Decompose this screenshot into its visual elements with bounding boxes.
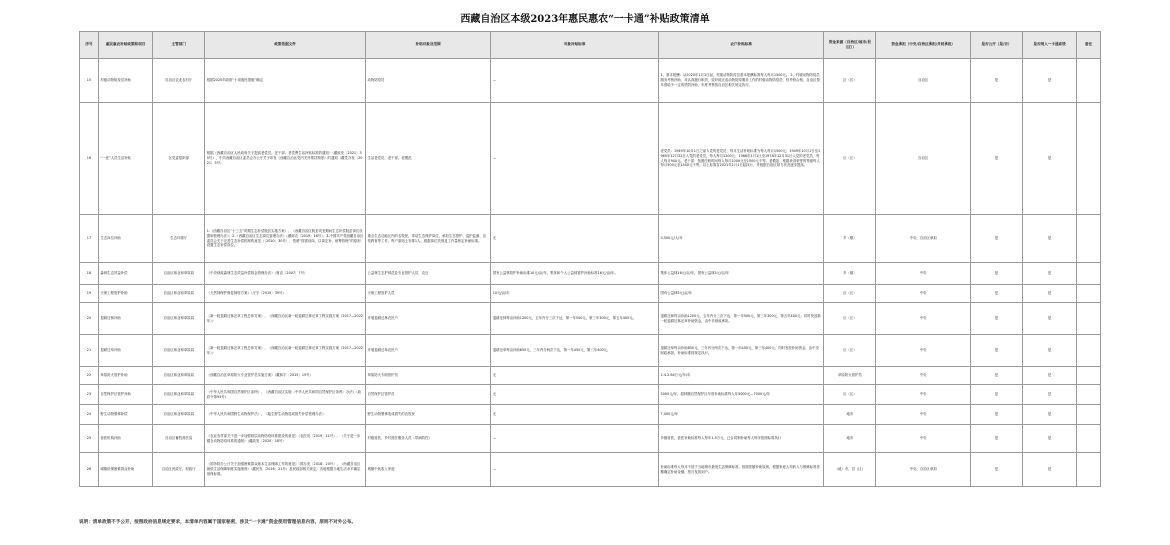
table-cell-basis: 根据《西藏自治区人民政府关于提高老党员、老干部、老党费生活补贴标准的通知》（藏政发〔2021〕30号），中共西藏自治区委员会办公厅关于印发《西藏自治区党内关怀帮扶制度》的通知（藏党办发〔2021〕5号） — [205, 103, 366, 215]
table-cell-public: 是 — [970, 367, 1022, 385]
table-cell-card: 是 — [1022, 335, 1076, 367]
table-row — [80, 103, 1101, 215]
table-cell-obj-std: — — [491, 425, 659, 453]
table-cell-no: 26 — [80, 453, 99, 487]
table-cell-std: 5000元/年，超林额自然保护区年度补助标准每人年5000元—7000元/年 — [658, 385, 823, 405]
table-cell-no: 25 — [80, 425, 99, 453]
table-cell-public: 是 — [970, 263, 1022, 285]
table-cell-bear: 中央 — [876, 385, 971, 405]
table-cell-obj-std: 退耕还草每亩补助850元，三年内分两次下达，第一年450元，第三年400元。 — [491, 335, 659, 367]
table-cell-basis: 1.《西藏自治区“十三五”时期生态补偿脱贫实施方案》、《西藏自治区脱贫攻坚期间生态补偿脱贫岗位设置和管理办法》；2.《西藏自治区生态岗位管理办法》（藏财农〔2019〕16号）；3.中国共产党西藏自治区委员会关于完善生态补偿机制的意见（〔2020〕30号），按照“按需设岗、以岗定补、统筹管理”的原则设置生态补偿岗位。 — [205, 215, 366, 263]
table-cell-no: 22 — [80, 367, 99, 385]
table-cell-obj-std: 退耕还林每亩补助1200元，五年内分三次下达，第一年500元，第三年300元，第五年400元。 — [491, 303, 659, 335]
page-title: 西藏自治区本级2023年惠民惠农“一卡通”补贴政策清单 — [460, 14, 710, 25]
table-cell-basis: 《天然林保护修复制度方案》（厅字〔2019〕39号） — [205, 285, 366, 303]
table-cell-bear: 中央 — [876, 425, 971, 453]
table-cell-std: 退耕还草每亩补助850元，三年内分两次下达，第一年450元、第三年400元；同时发放补助资金，由中央财政承担，补助标准按规定执行。 — [658, 335, 823, 367]
table-cell-std: 7,000元/年 — [658, 405, 823, 425]
table-cell-basis: 根据2020年政府“十项惠民措施”确定 — [205, 59, 366, 103]
table-cell-dept: 自治区民政厅、财政厅 — [153, 453, 205, 487]
table-cell-card: 是 — [1022, 405, 1076, 425]
table-cell-basis: 《新一轮退耕还林还草工程总体方案》、《西藏自治区新一轮退耕还林还草工程实施方案（2017—2022年）》 — [205, 303, 366, 335]
table-cell-item: 生态岗位补助 — [98, 215, 152, 263]
table-cell-target: 动物防疫员 — [365, 59, 490, 103]
policy-table — [79, 31, 1101, 487]
table-cell-fund: 区（区） — [824, 59, 876, 103]
table-cell-fund: （地）市，县（区） — [824, 453, 876, 487]
table-row — [80, 425, 1101, 453]
table-cell-item: 森林生态效益补偿 — [98, 263, 152, 285]
table-cell-obj-std: 无 — [491, 367, 659, 385]
table-cell-public: 是 — [970, 335, 1022, 367]
table-cell-item: 自然保护区管护补助 — [98, 385, 152, 405]
table-cell-remark — [1077, 303, 1101, 335]
table-cell-item: 草原防火管护补助 — [98, 367, 152, 385]
header-cell: 是否纳入一卡通系统 — [1022, 32, 1076, 59]
table-cell-dept: 自治区农业农村厅 — [153, 59, 205, 103]
table-cell-remark — [1077, 59, 1101, 103]
table-body — [80, 59, 1101, 487]
table-cell-remark — [1077, 405, 1101, 425]
table-cell-item: 野生动物肇事补偿 — [98, 405, 152, 425]
table-cell-no: 17 — [80, 215, 99, 263]
table-cell-bear: 中央 — [876, 405, 971, 425]
header-cell: 政策依据文件 — [205, 32, 366, 59]
header-cell: 资金承担（中央/自治区承担/共同承担） — [876, 32, 971, 59]
table-cell-public: 是 — [970, 425, 1022, 453]
table-cell-target: 野生动物肇事造成损失的农牧民 — [365, 405, 490, 425]
table-cell-dept: 自治区林业和草原局 — [153, 285, 205, 303]
table-cell-item: 城镇低保困难群众补助 — [98, 453, 152, 487]
table-cell-basis: 《新一轮退耕还林还草工程总体方案》、《西藏自治区新一轮退耕还林还草工程实施方案（2017—2022年）》 — [205, 335, 366, 367]
header-cell: 备注 — [1077, 32, 1101, 59]
table-cell-bear: 中央 — [876, 263, 971, 285]
table-cell-no: 18 — [80, 263, 99, 285]
table-row — [80, 385, 1101, 405]
table-cell-target: 生活老党员、老干部、老模范 — [365, 103, 490, 215]
table-cell-target: 自然保护区管护员 — [365, 385, 490, 405]
table-cell-dept: 自治区畜牧兽医局 — [153, 425, 205, 453]
table-cell-std: 集体公益林16元/亩/年，国有公益林5元/亩/年 — [658, 263, 823, 285]
footnote: 说明：清单政策不予公开，按照政府信息规定要求，本清单内容属于国家秘密，涉及“一卡通”资金使用管理信息内容，原则不对外公布。 — [79, 520, 357, 525]
header-cell: 是否公开（是/否） — [970, 32, 1022, 59]
table-cell-fund: 区（区） — [824, 103, 876, 215]
table-cell-public: 是 — [970, 303, 1022, 335]
table-cell-obj-std: — — [491, 103, 659, 215]
table-cell-bear: 中央、自治区承担 — [876, 453, 971, 487]
table-row — [80, 405, 1101, 425]
table-cell-remark — [1077, 103, 1101, 215]
table-cell-fund: 乡（镇） — [824, 263, 876, 285]
table-cell-dept: 自治区林业和草原局 — [153, 367, 205, 385]
table-row — [80, 59, 1101, 103]
table-cell-card: 是 — [1022, 59, 1076, 103]
table-cell-no: 24 — [80, 405, 99, 425]
table-cell-remark — [1077, 215, 1101, 263]
header-cell: 补贴对象及范围 — [365, 32, 490, 59]
table-cell-basis: 《中华人民共和国野生动物保护法》、《陆生野生动物造成损失补偿管理办法》 — [205, 405, 366, 425]
table-cell-public: 是 — [970, 385, 1022, 405]
table-cell-item: 兽医机构补助 — [98, 425, 152, 453]
table-cell-no: 19 — [80, 285, 99, 303]
table-cell-target: 村级兽医、乡村兽医服务人员（带病防控） — [365, 425, 490, 453]
table-cell-card: 是 — [1022, 385, 1076, 405]
table-cell-std: 3,500元/人/年 — [658, 215, 823, 263]
table-header-row — [80, 32, 1101, 59]
table-cell-card: 是 — [1022, 285, 1076, 303]
table-cell-basis: 《西藏自治区草原防火专业管护员实施方案》（藏林字〔2015〕15号） — [205, 367, 366, 385]
table-cell-obj-std: 无 — [491, 215, 659, 263]
table-cell-basis: 《中央财政森林生态效益补偿基金管理办法》（财农〔2007〕7号） — [205, 263, 366, 285]
table-cell-fund: 草原防火管护员 — [824, 367, 876, 385]
table-cell-target: 开展退耕还草农民户 — [365, 335, 490, 367]
header-cell: 农户补贴标准 — [658, 32, 823, 59]
table-cell-std: 老党员：1949年10月1日之前入党的老党员，每月生活补贴标准为每人每月1500元；1949年10月1日至1965年12月31日入党的老党员，每人每月1200元；1966年1月1日至1978年12月31日入党的老党员，每人每月900元。老干部：按照任职时间每人每月1000元至1500元不等。老模范：根据获得荣誉的等级每人每月500元至1500元不等。以上标准自2021年1月1日起执行，并根据自治区财力状况逐步提高。 — [658, 103, 823, 215]
table-cell-std: 国有公益林5元/亩/年 — [658, 285, 823, 303]
header-cell: 序号 — [80, 32, 99, 59]
table-cell-no: 21 — [80, 335, 99, 367]
table-cell-remark — [1077, 367, 1101, 385]
table-cell-bear: 自治区 — [876, 103, 971, 215]
table-cell-no: 20 — [80, 303, 99, 335]
table-cell-card: 是 — [1022, 263, 1076, 285]
table-cell-no: 23 — [80, 385, 99, 405]
table-row — [80, 285, 1101, 303]
table-cell-obj-std: — — [491, 453, 659, 487]
table-cell-public: 是 — [970, 453, 1022, 487]
table-cell-obj-std: 国有公益林管护补助标准10元/亩/年，集体和个人公益林管护补助标准16元/亩/年。 — [491, 263, 659, 285]
table-cell-dept: 自治区林业和草原局 — [153, 385, 205, 405]
table-cell-remark — [1077, 385, 1101, 405]
table-cell-fund: 乡（镇） — [824, 215, 876, 263]
table-row — [80, 215, 1101, 263]
table-cell-target: 公益林生态护林员及专业管护人员、农区 — [365, 263, 490, 285]
table-cell-obj-std: — — [491, 59, 659, 103]
table-cell-bear: 中央 — [876, 367, 971, 385]
table-cell-fund: 区（区） — [824, 303, 876, 335]
table-cell-public: 是 — [970, 59, 1022, 103]
table-cell-std: 1、基本报酬：从2020年1月1日起，村级动物防疫员基本报酬标准每人每月1500元。 2、村级动物防疫员服务考核补助，对认真履行职责，较好地完成动物防疫服务工作的村级动物防疫员，经考核合格，自治区按年度给予一定的绩效补助，年度考核按自治区相关规定执行。 — [658, 59, 823, 103]
table-cell-item: 退耕还草补助 — [98, 335, 152, 367]
table-cell-remark — [1077, 335, 1101, 367]
table-cell-fund: 区（区） — [824, 335, 876, 367]
table-cell-basis: 《农业农村部关于进一步加强基层动物防疫体系建设的意见》（农医发〔2019〕11号）、《关于进一步健全动物防疫体系的通知》（藏政发〔2020〕18号） — [205, 425, 366, 453]
table-cell-dept: 生态环境厅 — [153, 215, 205, 263]
table-cell-bear: 中央 — [876, 303, 971, 335]
table-cell-public: 是 — [970, 103, 1022, 215]
table-cell-fund: 区（区） — [824, 385, 876, 405]
table-cell-std: 补助标准每人每月不低于当地城市最低生活保障标准，按照差额补助原则，根据家庭人均收入与保障标准差额确定补助金额，按月发放到户。 — [658, 453, 823, 487]
table-cell-basis: 《中华人民共和国自然保护区条例》、《西藏自治区实施〈中华人民共和国自然保护区条例〉办法》（政府令第95号） — [205, 385, 366, 405]
table-cell-dept: 自治区林业和草原局 — [153, 263, 205, 285]
table-cell-item: 天保工程管护补助 — [98, 285, 152, 303]
table-cell-card: 是 — [1022, 425, 1076, 453]
table-cell-fund: 区（区） — [824, 285, 876, 303]
table-cell-dept: 区党委组织部 — [153, 103, 205, 215]
table-row — [80, 263, 1101, 285]
table-cell-target: 城镇中低收入家庭 — [365, 453, 490, 487]
header-cell: 资金来源（自治区/地市/县（区）） — [824, 32, 876, 59]
table-cell-bear: 中央 — [876, 285, 971, 303]
table-cell-public: 是 — [970, 215, 1022, 263]
table-cell-card: 是 — [1022, 215, 1076, 263]
table-cell-bear: 中央、自治区承担 — [876, 215, 971, 263]
table-cell-std: 乡镇兽医，兽医补助标准每人每年1.5万元，已合同制补助每人每年按照标准执行 — [658, 425, 823, 453]
table-cell-fund: 地市 — [824, 405, 876, 425]
table-cell-card: 是 — [1022, 453, 1076, 487]
table-row — [80, 303, 1101, 335]
table-cell-std: 退耕还林每亩补助1200元，五年内分三次下达，第一年500元、第三年300元、第五年400元；同时发放新一轮退耕还林还草补助资金，由中央财政承担。 — [658, 303, 823, 335]
table-row — [80, 335, 1101, 367]
table-cell-no: 15 — [80, 59, 99, 103]
table-cell-obj-std: 10元/亩/年 — [491, 285, 659, 303]
table-cell-card: 是 — [1022, 367, 1076, 385]
table-cell-no: 16 — [80, 103, 99, 215]
table-row — [80, 453, 1101, 487]
table-cell-dept: 自治区林业和草原局 — [153, 335, 205, 367]
table-cell-fund: 地市 — [824, 425, 876, 453]
table-cell-target: 重点生态功能区内的农牧民，带动生态保护岗位，承担生态管护、巡护监测、宣传教育等工作，每户原则上安排1人，根据岗位类别及工作量核定补助标准。 — [365, 215, 490, 263]
table-cell-item: “一老”人员生活补贴 — [98, 103, 152, 215]
header-cell: 对象补贴标准 — [491, 32, 659, 59]
table-cell-target: 天保工程管护人员 — [365, 285, 490, 303]
table-cell-basis: 《国务院办公厅关于加强困难群众基本生活保障工作的意见》（国办发〔2018〕20号）、《西藏自治区最低生活保障制度实施细则》（藏民发〔2016〕21号）及民政部相关规定，各地根据当地生活水平确定低保标准。 — [205, 453, 366, 487]
table-cell-public: 是 — [970, 285, 1022, 303]
table-cell-remark — [1077, 285, 1101, 303]
header-cell: 主管部门 — [153, 32, 205, 59]
table-cell-remark — [1077, 453, 1101, 487]
header-cell: 惠民惠农补贴政策和项目 — [98, 32, 152, 59]
table-cell-bear: 自治区 — [876, 59, 971, 103]
table-cell-dept: 自治区林业和草原局 — [153, 405, 205, 425]
table-cell-obj-std: 无 — [491, 405, 659, 425]
table-cell-remark — [1077, 425, 1101, 453]
table-cell-remark — [1077, 263, 1101, 285]
table-cell-public: 是 — [970, 405, 1022, 425]
table-cell-item: 村级动物防疫员补助 — [98, 59, 152, 103]
table-cell-std: 2.4-2.64万元/年/年 — [658, 367, 823, 385]
table-cell-card: 是 — [1022, 103, 1076, 215]
table-cell-bear: 中央 — [876, 335, 971, 367]
table-cell-obj-std: 无 — [491, 385, 659, 405]
table-cell-dept: 自治区林业和草原局 — [153, 303, 205, 335]
table-cell-card: 是 — [1022, 303, 1076, 335]
table-cell-target: 草原防火专职管护员 — [365, 367, 490, 385]
table-cell-item: 退耕还林补助 — [98, 303, 152, 335]
table-row — [80, 367, 1101, 385]
table-cell-target: 开展退耕还林农民户 — [365, 303, 490, 335]
